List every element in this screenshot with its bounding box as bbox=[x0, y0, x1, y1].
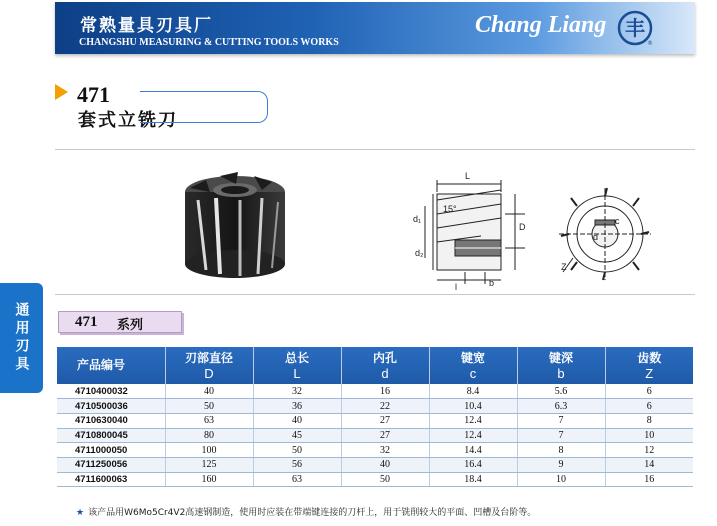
cell-key-width: 8.4 bbox=[429, 384, 517, 399]
company-logo bbox=[617, 10, 653, 46]
brand-name: Chang Liang bbox=[475, 12, 607, 38]
header-key-width: 键宽 c bbox=[429, 347, 517, 384]
header-product-code: 产品编号 bbox=[77, 358, 126, 372]
registered-mark: ® bbox=[647, 40, 653, 46]
cell-length: 45 bbox=[253, 428, 341, 443]
cell-length: 56 bbox=[253, 457, 341, 472]
spec-table bbox=[57, 347, 693, 487]
cell-diameter: 160 bbox=[165, 472, 253, 487]
cell-key-width: 12.4 bbox=[429, 413, 517, 428]
cell-product-code: 4710800045 bbox=[57, 428, 165, 443]
series-label-box bbox=[58, 311, 182, 333]
side-tab-label: 通用刃具 bbox=[13, 302, 30, 374]
cell-key-width: 16.4 bbox=[429, 457, 517, 472]
cell-key-depth: 5.6 bbox=[517, 384, 605, 399]
cell-bore: 32 bbox=[341, 443, 429, 458]
table-row bbox=[57, 384, 693, 399]
cell-key-depth: 7 bbox=[517, 413, 605, 428]
table-row bbox=[57, 443, 693, 458]
cell-key-depth: 9 bbox=[517, 457, 605, 472]
table-header-row bbox=[57, 347, 693, 384]
cell-bore: 50 bbox=[341, 472, 429, 487]
cell-teeth: 14 bbox=[605, 457, 693, 472]
label-b: b bbox=[489, 278, 495, 288]
cell-teeth: 6 bbox=[605, 399, 693, 414]
header-length: 总长 L bbox=[253, 347, 341, 384]
cell-diameter: 80 bbox=[165, 428, 253, 443]
product-code: 471 bbox=[77, 82, 110, 107]
cell-product-code: 4710500036 bbox=[57, 399, 165, 414]
cell-bore: 27 bbox=[341, 428, 429, 443]
label-D: D bbox=[519, 222, 526, 232]
table-row bbox=[57, 472, 693, 487]
cell-bore: 27 bbox=[341, 413, 429, 428]
header-bore: 内孔 d bbox=[341, 347, 429, 384]
cell-teeth: 12 bbox=[605, 443, 693, 458]
table-row bbox=[57, 428, 693, 443]
label-d: d bbox=[593, 232, 599, 242]
cell-teeth: 16 bbox=[605, 472, 693, 487]
header-diameter: 刃部直径 D bbox=[165, 347, 253, 384]
cell-teeth: 8 bbox=[605, 413, 693, 428]
cell-key-width: 18.4 bbox=[429, 472, 517, 487]
usage-note bbox=[76, 505, 536, 518]
label-Z: Z bbox=[561, 262, 567, 272]
cell-diameter: 50 bbox=[165, 399, 253, 414]
cell-key-width: 12.4 bbox=[429, 428, 517, 443]
cell-product-code: 4710400032 bbox=[57, 384, 165, 399]
cell-teeth: 10 bbox=[605, 428, 693, 443]
cutter-photo bbox=[180, 170, 290, 282]
cell-length: 40 bbox=[253, 413, 341, 428]
company-name-en: CHANGSHU MEASURING & CUTTING TOOLS WORKS bbox=[79, 37, 339, 48]
category-side-tab[interactable] bbox=[0, 283, 43, 393]
cell-teeth: 6 bbox=[605, 384, 693, 399]
label-c: c bbox=[615, 216, 620, 226]
table-row bbox=[57, 399, 693, 414]
cell-length: 50 bbox=[253, 443, 341, 458]
star-icon: ★ bbox=[76, 508, 85, 518]
cell-product-code: 4711000050 bbox=[57, 443, 165, 458]
cell-diameter: 100 bbox=[165, 443, 253, 458]
company-name-cn: 常熟量具刃具厂 bbox=[80, 16, 213, 36]
logo-glyph: 丰 bbox=[625, 16, 645, 40]
cell-length: 63 bbox=[253, 472, 341, 487]
table-row bbox=[57, 413, 693, 428]
cell-key-depth: 7 bbox=[517, 428, 605, 443]
cell-length: 32 bbox=[253, 384, 341, 399]
cell-diameter: 63 bbox=[165, 413, 253, 428]
label-d2: d₂ bbox=[415, 248, 424, 258]
cell-key-depth: 6.3 bbox=[517, 399, 605, 414]
series-code: 471 bbox=[75, 314, 98, 330]
cell-product-code: 4711600063 bbox=[57, 472, 165, 487]
title-arrow-icon bbox=[55, 84, 68, 100]
product-name: 套式立铣刀 bbox=[78, 110, 178, 131]
cell-key-depth: 8 bbox=[517, 443, 605, 458]
title-bracket bbox=[140, 91, 268, 123]
cell-diameter: 40 bbox=[165, 384, 253, 399]
product-image-area bbox=[55, 149, 695, 295]
table-row bbox=[57, 457, 693, 472]
header-banner bbox=[55, 2, 695, 54]
header-teeth: 齿数 Z bbox=[605, 347, 693, 384]
label-l: l bbox=[455, 282, 457, 292]
label-d1: d₁ bbox=[413, 214, 422, 224]
cell-bore: 40 bbox=[341, 457, 429, 472]
cell-product-code: 4711250056 bbox=[57, 457, 165, 472]
label-L: L bbox=[465, 171, 471, 181]
header-key-depth: 键深 b bbox=[517, 347, 605, 384]
cell-product-code: 4710630040 bbox=[57, 413, 165, 428]
label-angle: 15° bbox=[443, 204, 457, 214]
cell-key-width: 10.4 bbox=[429, 399, 517, 414]
cell-diameter: 125 bbox=[165, 457, 253, 472]
cell-key-depth: 10 bbox=[517, 472, 605, 487]
cell-key-width: 14.4 bbox=[429, 443, 517, 458]
cell-bore: 22 bbox=[341, 399, 429, 414]
cell-length: 36 bbox=[253, 399, 341, 414]
usage-note-text: 该产品用W6Mo5Cr4V2高速钢制造，使用时应装在带端键连接的刀杆上，用于铣削较大的平面、凹槽及台阶等。 bbox=[88, 508, 537, 518]
cell-bore: 16 bbox=[341, 384, 429, 399]
technical-drawing bbox=[385, 162, 685, 292]
series-label: 系列 bbox=[117, 318, 144, 333]
